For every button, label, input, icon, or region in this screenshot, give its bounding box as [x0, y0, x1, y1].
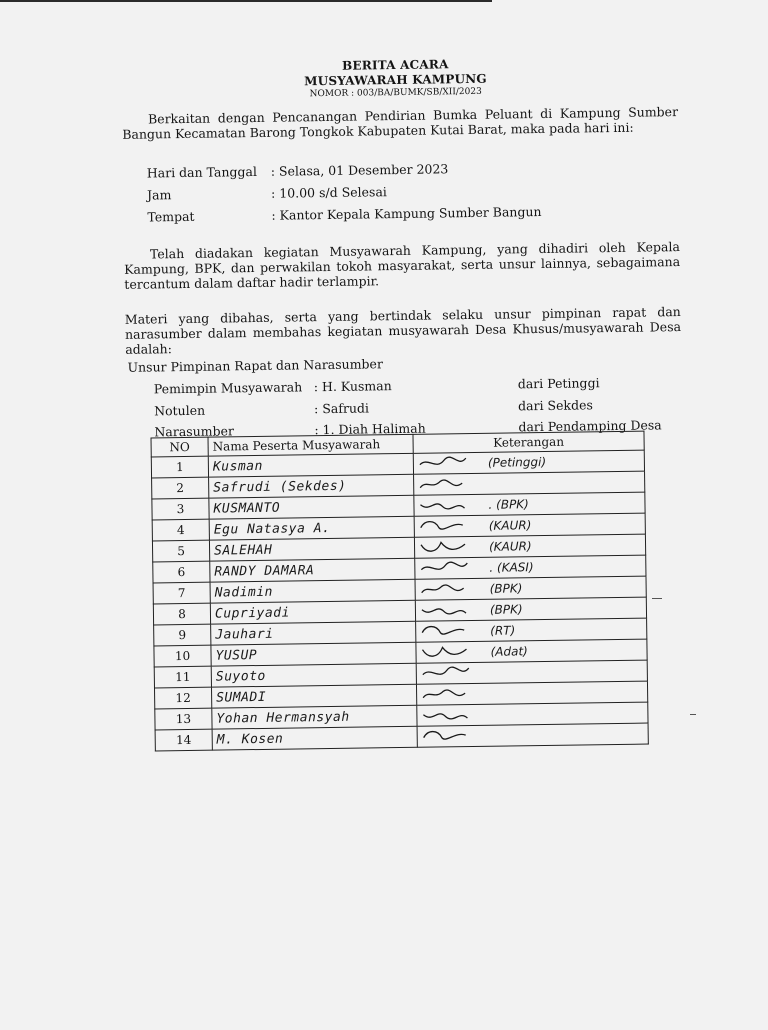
row-number: 2 — [152, 477, 209, 499]
signature-mark — [419, 559, 479, 578]
place-label: Tempat — [147, 208, 271, 225]
signature-note: (KAUR) — [489, 518, 532, 533]
time-label: Jam — [147, 186, 271, 203]
participant-name: M. Kosen — [212, 726, 417, 750]
participant-name: Kusman — [208, 453, 413, 477]
row-number: 10 — [154, 645, 211, 667]
attendance-body — [151, 450, 648, 751]
signature-note: (BPK) — [490, 581, 523, 595]
participant-name: Jauhari — [211, 621, 416, 645]
speaker-label: Narasumber — [154, 422, 314, 439]
signature-mark — [421, 706, 481, 725]
notulen-value: : Safrudi — [314, 398, 518, 416]
signature-note: (BPK) — [490, 602, 523, 616]
signature-note: (Petinggi) — [488, 454, 546, 469]
row-number: 3 — [152, 498, 209, 520]
document-title: BERITA ACARA — [215, 56, 575, 75]
speaker-origin: dari Pendamping Desa — [518, 417, 662, 434]
notulen-row — [154, 397, 593, 418]
time-value: : 10.00 s/d Selesai — [271, 184, 387, 201]
signature-mark — [421, 685, 481, 704]
participant-name: Yohan Hermansyah — [212, 705, 417, 729]
participant-name: RANDY DAMARA — [210, 558, 415, 582]
participant-name: YUSUP — [211, 642, 416, 666]
row-number: 7 — [153, 582, 210, 604]
participant-name: SALEHAH — [209, 537, 414, 561]
participant-name: Cupriyadi — [210, 600, 415, 624]
row-number: 5 — [152, 540, 209, 562]
signature-mark — [422, 727, 482, 746]
date-value: : Selasa, 01 Desember 2023 — [271, 161, 449, 178]
document-subtitle: MUSYAWARAH KAMPUNG — [215, 71, 575, 90]
date-label: Hari dan Tanggal — [147, 164, 271, 181]
signature-note: (Adat) — [490, 644, 527, 659]
materials-paragraph: Materi yang dibahas, serta yang bertindak selaku unsur pimpinan rapat dan narasumber dalam membahas kegiatan musyawarah Desa Khusus/musyawarah Desa adalah: — [125, 304, 682, 357]
participant-name: KUSMANTO — [209, 495, 414, 519]
participant-name: Suyoto — [211, 663, 416, 687]
document-number: NOMOR : 003/BA/BUMK/SB/XII/2023 — [216, 86, 576, 101]
speaker-value: : 1. Diah Halimah — [314, 419, 518, 437]
signature-cell — [417, 723, 648, 747]
header-note: Keterangan — [413, 431, 644, 453]
row-number: 8 — [153, 603, 210, 625]
attendance-table — [150, 431, 648, 752]
signature-mark — [421, 664, 481, 683]
schedule-date — [147, 161, 449, 180]
signature-mark — [420, 622, 480, 641]
signature-mark — [420, 601, 480, 620]
signature-mark — [419, 538, 479, 557]
row-number: 12 — [154, 687, 211, 709]
participant-name: Egu Natasya A. — [209, 516, 414, 540]
row-number: 13 — [155, 708, 212, 730]
signature-note: (KAUR) — [489, 539, 532, 554]
header-no: NO — [151, 437, 208, 457]
signature-mark — [420, 580, 480, 599]
leader-row — [154, 375, 600, 396]
schedule-time — [147, 184, 387, 202]
participant-name: SUMADI — [211, 684, 416, 708]
row-number: 1 — [151, 456, 208, 478]
row-number: 11 — [154, 666, 211, 688]
leader-label: Pemimpin Musyawarah — [154, 379, 314, 396]
signature-note: . (KASI) — [489, 560, 533, 575]
schedule-place — [147, 204, 541, 225]
signature-note: . (BPK) — [488, 497, 529, 512]
leader-origin: dari Petinggi — [518, 375, 600, 391]
row-number: 14 — [155, 729, 212, 751]
signature-mark — [420, 643, 480, 662]
participant-name: Nadimin — [210, 579, 415, 603]
signature-mark — [418, 454, 478, 473]
signature-note: (RT) — [490, 623, 515, 637]
row-number: 4 — [152, 519, 209, 541]
leadership-heading: Unsur Pimpinan Rapat dan Narasumber — [127, 356, 383, 375]
meeting-paragraph: Telah diadakan kegiatan Musyawarah Kampung, yang dihadiri oleh Kepala Kampung, BPK, dan perwakilan tokoh masyarakat, serta unsur lainnya, sebagaimana tercantum dalam daftar hadir terlampir. — [124, 239, 681, 292]
signature-mark — [418, 496, 478, 515]
header-name: Nama Peserta Musyawarah — [208, 434, 413, 456]
intro-paragraph: Berkaitan dengan Pencanangan Pendirian Bumka Peluant di Kampung Sumber Bangun Kecamatan Barong Tongkok Kabupaten Kutai Barat, maka pada hari ini: — [122, 104, 678, 142]
notulen-origin: dari Sekdes — [518, 397, 593, 413]
signature-mark — [419, 517, 479, 536]
notulen-label: Notulen — [154, 401, 314, 418]
leader-value: : H. Kusman — [314, 376, 518, 394]
row-number: 9 — [154, 624, 211, 646]
place-value: : Kantor Kepala Kampung Sumber Bangun — [271, 204, 541, 223]
signature-mark — [418, 475, 478, 494]
participant-name: Safrudi (Sekdes) — [209, 474, 414, 498]
row-number: 6 — [153, 561, 210, 583]
